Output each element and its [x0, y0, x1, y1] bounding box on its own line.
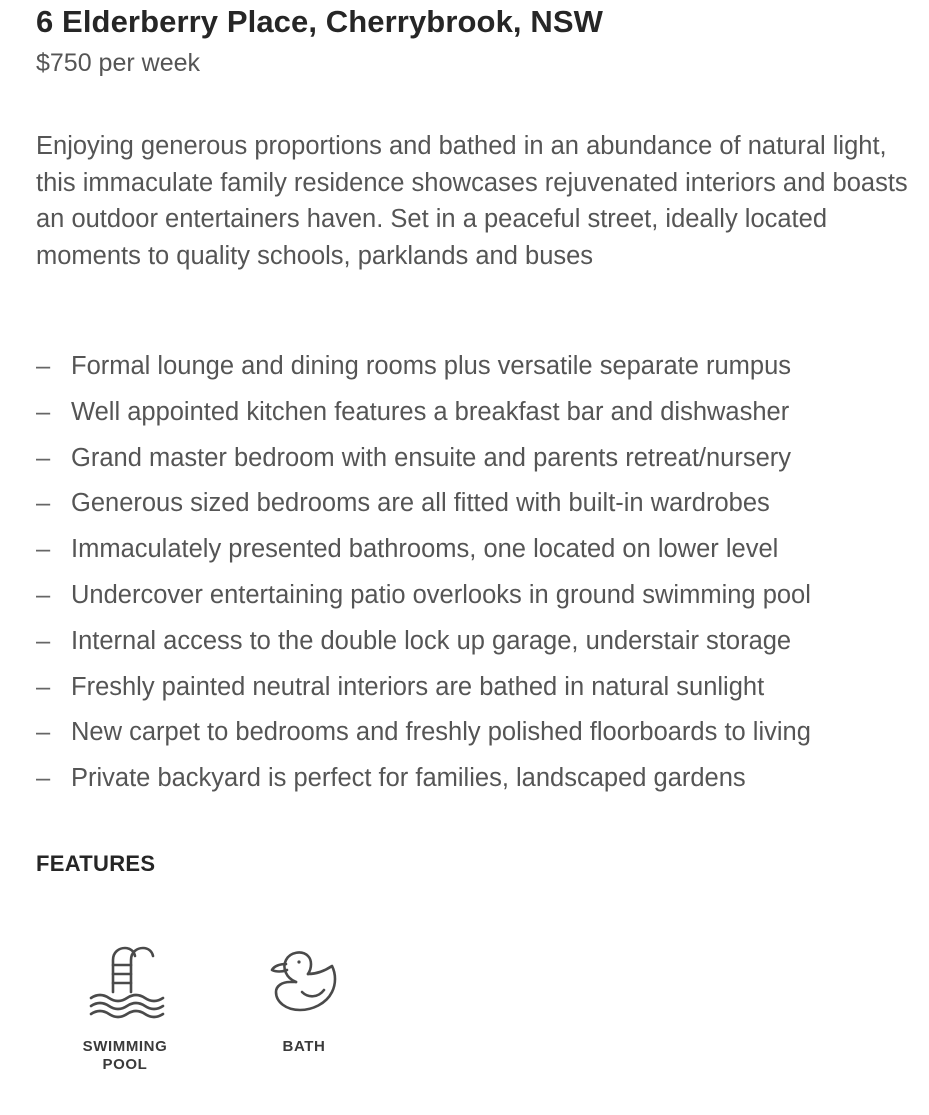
bullet-dash: – — [36, 489, 51, 518]
listing-description: Enjoying generous proportions and bathed in an abundance of natural light, this immaculate family residence showcases rejuvenated interiors and boasts an outdoor entertainers haven. Set in a peaceful street, ideally located moments to quality schools, parklands and buses — [36, 132, 908, 270]
list-item-text: New carpet to bedrooms and freshly polished floorboards to living — [71, 718, 811, 747]
list-item — [36, 483, 926, 529]
list-item — [36, 621, 926, 667]
list-item-text: Grand master bedroom with ensuite and parents retreat/nursery — [71, 443, 792, 472]
features-heading: FEATURES — [36, 851, 156, 876]
list-item — [36, 575, 926, 621]
list-item — [36, 667, 926, 713]
list-item-text: Internal access to the double lock up garage, understair storage — [71, 626, 792, 655]
highlights-list — [36, 346, 926, 804]
list-item — [36, 392, 926, 438]
list-item-text: Generous sized bedrooms are all fitted with built-in wardrobes — [71, 489, 770, 518]
bullet-dash: – — [36, 626, 51, 655]
list-item-text: Formal lounge and dining rooms plus versatile separate rumpus — [71, 352, 792, 380]
feature-label: SWIMMING POOL — [82, 1038, 168, 1073]
bullet-dash: – — [36, 535, 51, 564]
bullet-dash: – — [36, 443, 51, 472]
list-item — [36, 346, 926, 392]
rubber-duck-icon — [262, 940, 346, 1024]
list-item — [36, 438, 926, 484]
bullet-dash: – — [36, 672, 51, 701]
swimming-pool-icon — [83, 940, 167, 1024]
list-item — [36, 758, 926, 804]
bullet-dash: – — [36, 764, 51, 793]
feature-bath — [244, 940, 364, 1056]
bullet-dash: – — [36, 718, 51, 747]
list-item-text: Freshly painted neutral interiors are bathed in natural sunlight — [71, 672, 765, 701]
list-item-text: Undercover entertaining patio overlooks in ground swimming pool — [71, 580, 811, 609]
list-item — [36, 529, 926, 575]
feature-swimming-pool — [65, 940, 185, 1074]
listing-title: 6 Elderberry Place, Cherrybrook, NSW — [36, 4, 603, 39]
bullet-dash: – — [36, 397, 51, 426]
list-item — [36, 712, 926, 758]
list-item-text: Immaculately presented bathrooms, one located on lower level — [71, 535, 779, 564]
bullet-dash: – — [36, 352, 51, 380]
list-item-text: Well appointed kitchen features a breakfast bar and dishwasher — [71, 397, 790, 426]
list-item-text: Private backyard is perfect for families, landscaped gardens — [71, 764, 746, 793]
feature-label: BATH — [282, 1038, 326, 1055]
listing-price: $750 per week — [36, 49, 201, 77]
bullet-dash: – — [36, 580, 51, 609]
